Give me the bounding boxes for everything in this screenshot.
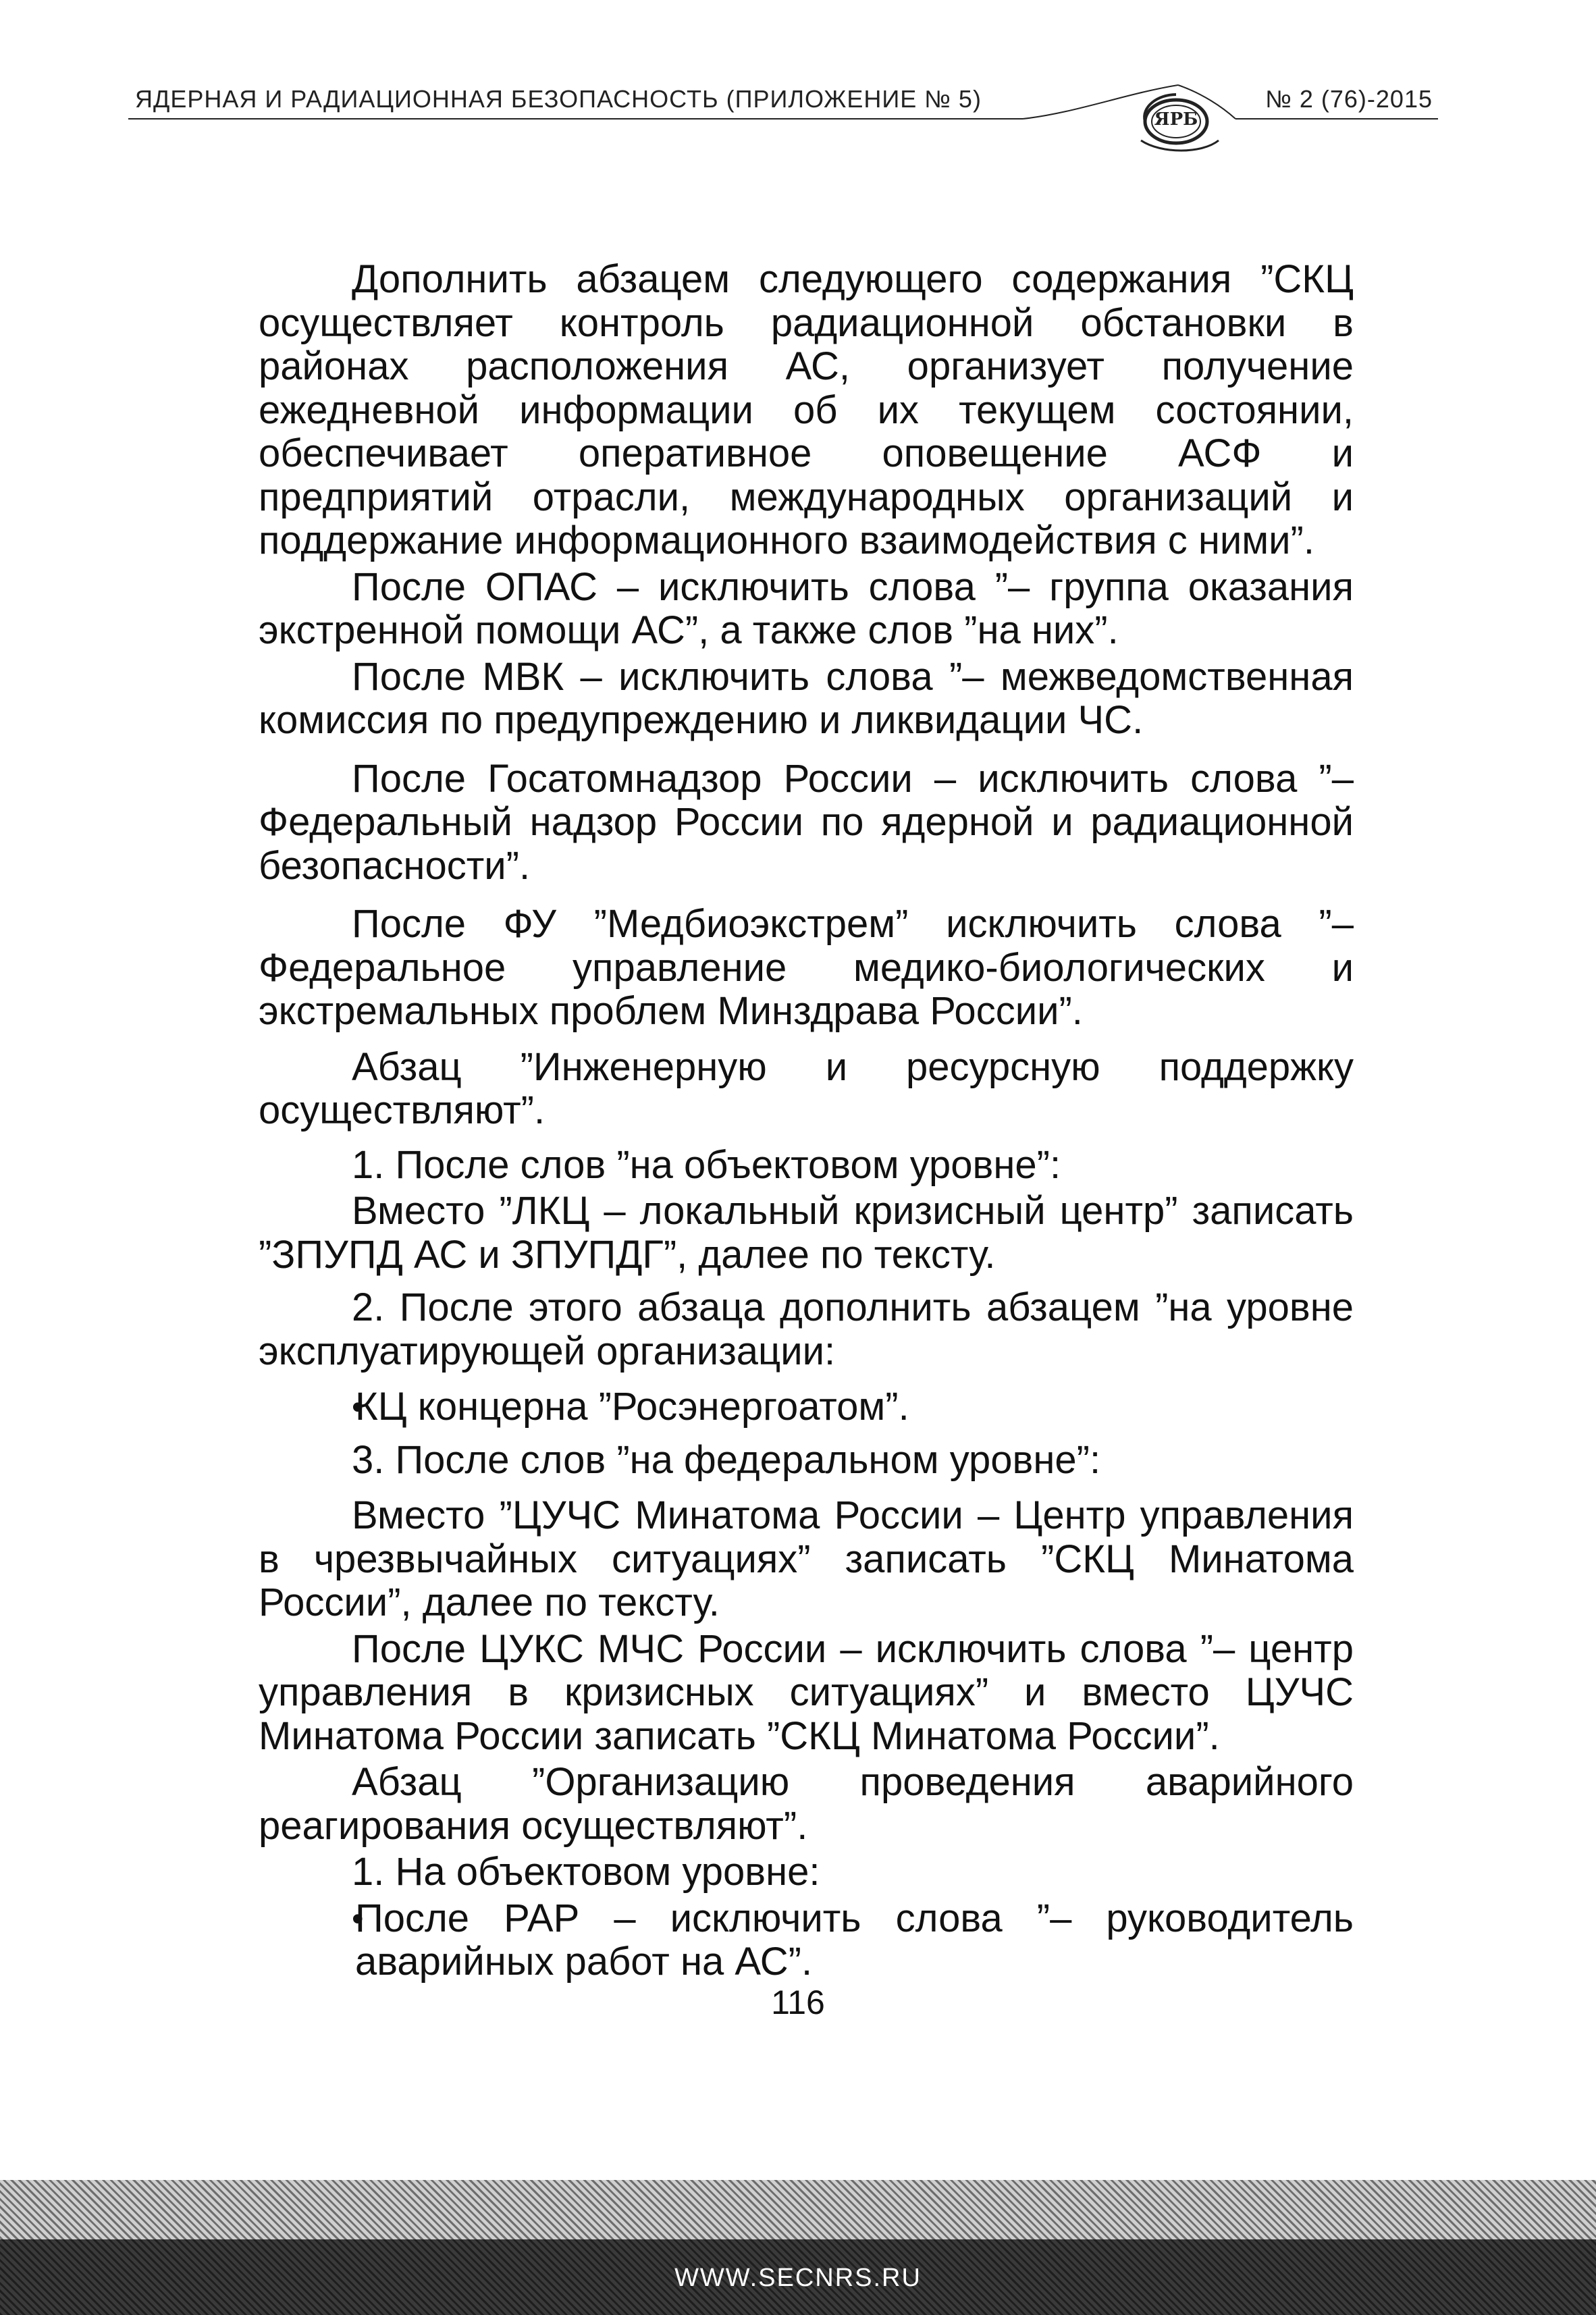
paragraph: Вместо ”ЛКЦ – локальный кризисный центр” записать ”ЗПУПД АС и ЗПУПДГ”, далее по тексту.: [259, 1189, 1354, 1277]
paragraph: После Госатомнадзор России – исключить слова ”– Федеральный надзор России по ядерной и радиационной безопасности”.: [259, 756, 1354, 888]
paragraph: После МВК – исключить слова ”– межведомственная комиссия по предупреждению и ликвидации ЧС.: [259, 654, 1354, 742]
bullet-text: После РАР – исключить слова ”– руководитель аварийных работ на АС”.: [355, 1896, 1354, 1984]
footer-website-link[interactable]: WWW.SECNRS.RU: [674, 2264, 922, 2292]
paragraph: 1. После слов ”на объектовом уровне”:: [352, 1142, 1061, 1187]
article-body: [259, 258, 1354, 1987]
bullet-text: КЦ концерна ”Росэнергоатом”.: [355, 1385, 909, 1429]
paragraph: Вместо ”ЦУЧС Минатома России – Центр управления в чрезвычайных ситуациях” записать ”СКЦ Минатома России”, далее по тексту.: [259, 1493, 1354, 1624]
paragraph: 2. После этого абзаца дополнить абзацем ”на уровне эксплуатирующей организации:: [259, 1285, 1354, 1373]
paragraph: После ОПАС – исключить слова ”– группа оказания экстренной помощи АС”, а также слов ”на них”.: [259, 564, 1354, 652]
journal-title: ЯДЕРНАЯ И РАДИАЦИОННАЯ БЕЗОПАСНОСТЬ (ПРИЛОЖЕНИЕ № 5): [135, 85, 982, 113]
paragraph: 1. На объектовом уровне:: [352, 1850, 820, 1894]
paragraph: Дополнить абзацем следующего содержания ”СКЦ осуществляет контроль радиационной обстановки в районах расположения АС, организует получение ежедневной информации об их текущем состоянии, обеспечивает оперативное оповещение АСФ и предприятий отрасли, международных организаций и поддержание информационного взаимодействия с ними”.: [259, 257, 1354, 562]
footer-band: [0, 2180, 1596, 2315]
running-header: [128, 80, 1438, 154]
journal-logo-text: ЯРБ: [1154, 109, 1198, 130]
paragraph: Абзац ”Инженерную и ресурсную поддержку осуществляют”.: [259, 1044, 1354, 1132]
bullet-item: [259, 1385, 1354, 1429]
bullet-item: [259, 1897, 1354, 1984]
paragraph: После ЦУКС МЧС России – исключить слова ”– центр управления в кризисных ситуациях” и вместо ЦУЧС Минатома России записать ”СКЦ Минатома России”.: [259, 1626, 1354, 1758]
paragraph: После ФУ ”Медбиоэкстрем” исключить слова ”– Федеральное управление медико-биологических и экстремальных проблем Минздрава России”.: [259, 902, 1354, 1033]
paragraph: 3. После слов ”на федеральном уровне”:: [352, 1437, 1101, 1482]
issue-number: № 2 (76)-2015: [1265, 85, 1433, 113]
paragraph: Абзац ”Организацию проведения аварийного реагирования осуществляют”.: [259, 1760, 1354, 1848]
page-number: 116: [771, 1984, 825, 2021]
